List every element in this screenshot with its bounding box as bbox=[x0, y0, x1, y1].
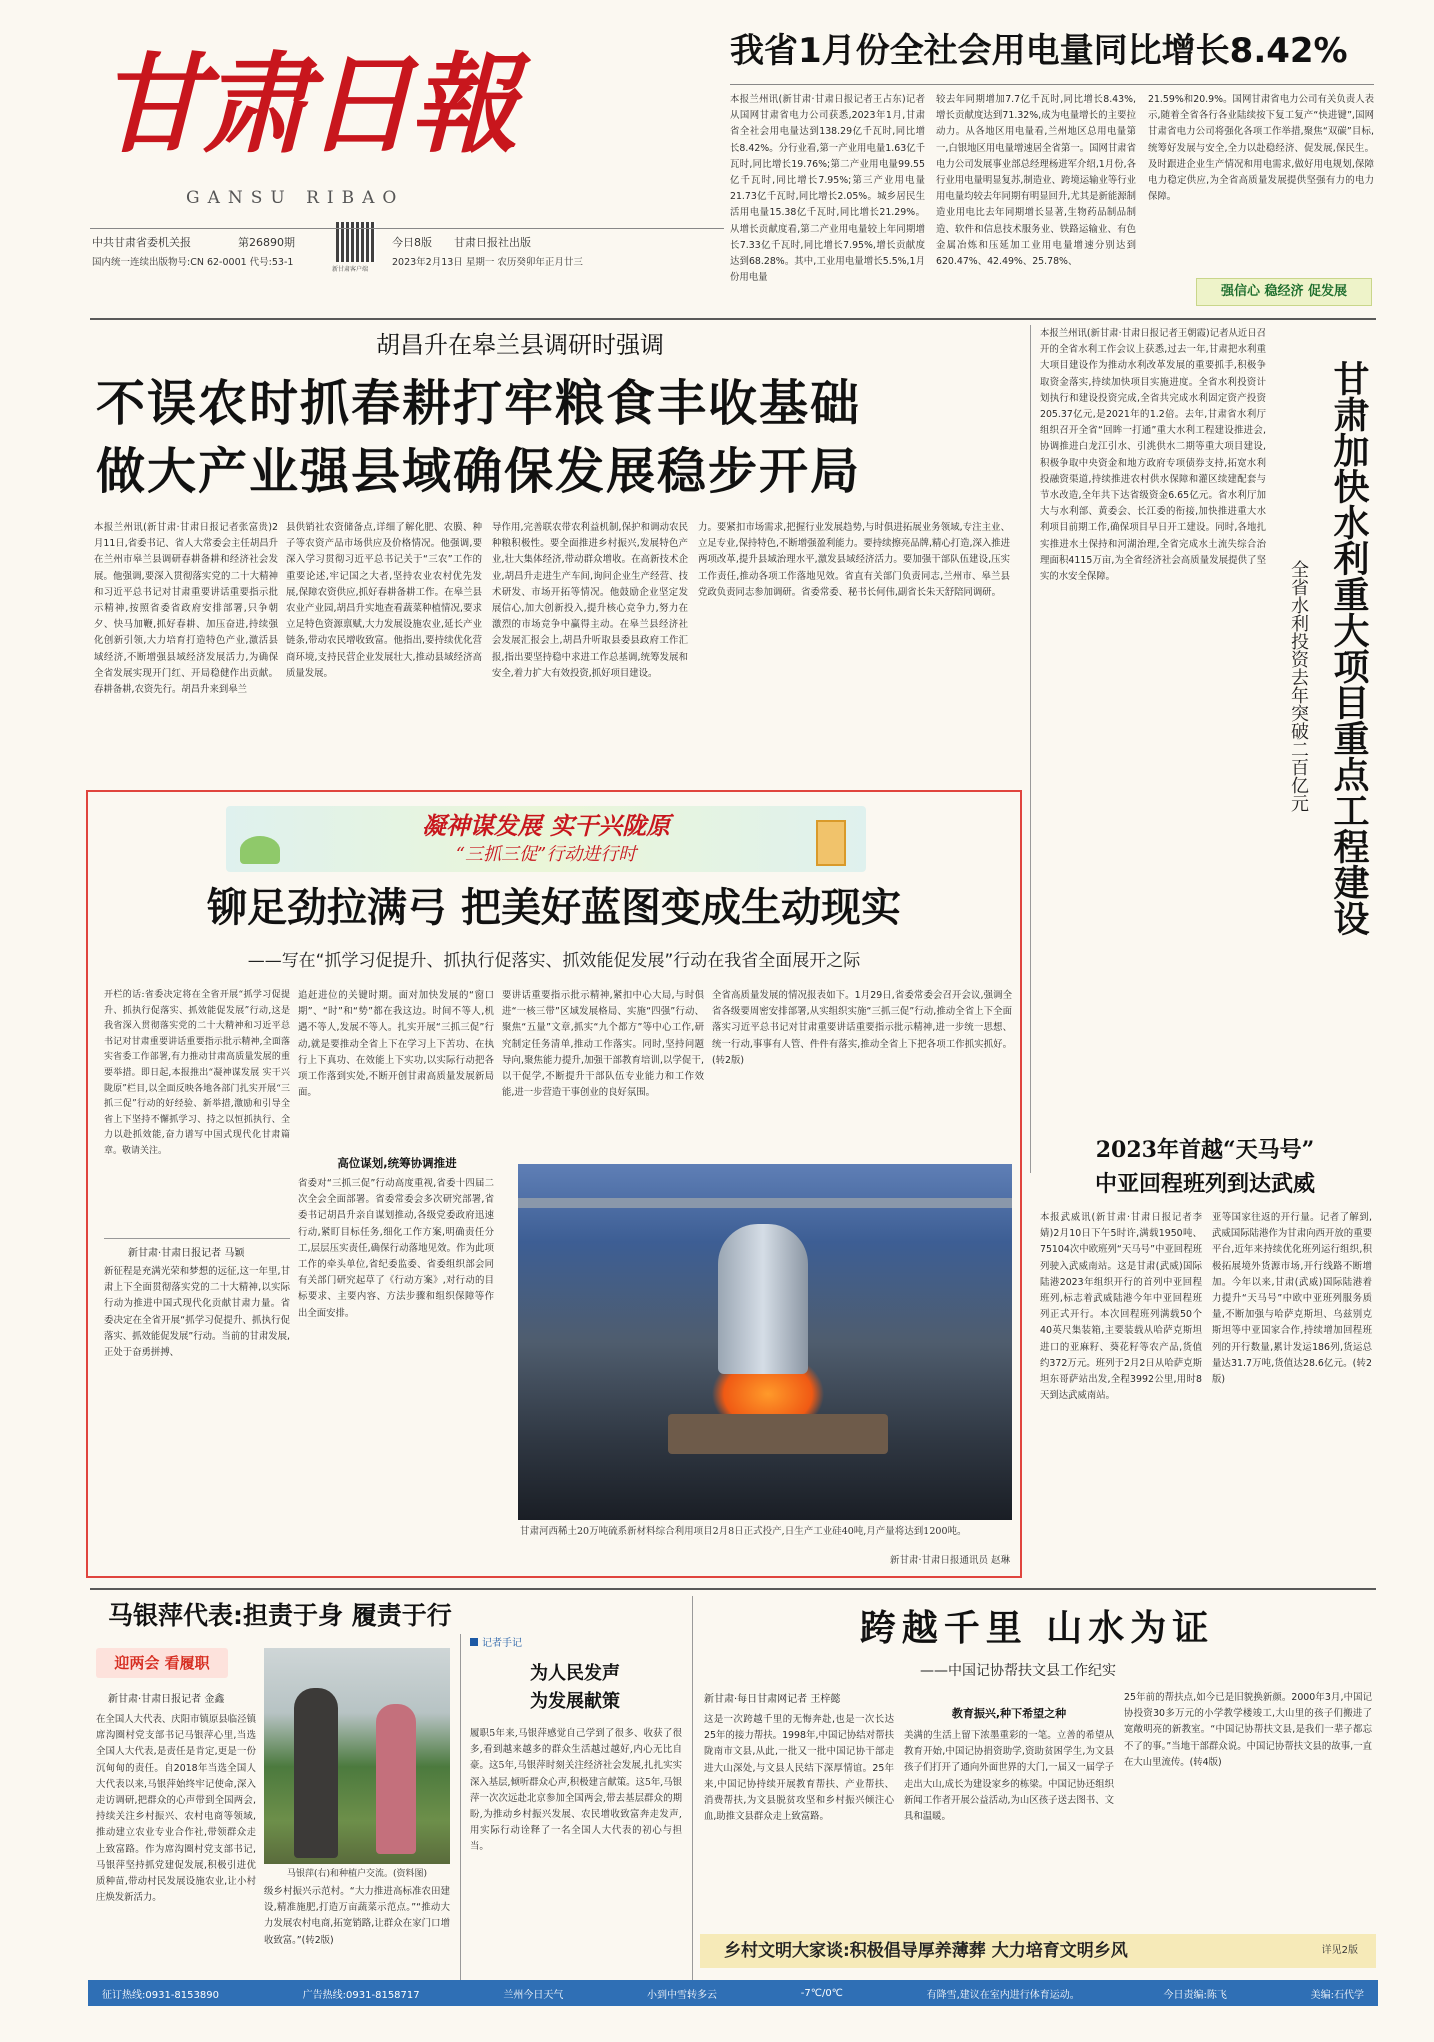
cja-col-3: 25年前的帮扶点,如今已是旧貌换新颜。2000年3月,中国记协投资30多万元的小学教学楼竣工,大山里的孩子们搬进了宽敞明亮的新教室。“中国记协帮扶文县,是我们一辈子都忘不了的事。”当地干部群众说。中国记协帮扶文县的故事,一直在大山里流传。(转4版) bbox=[1124, 1692, 1372, 1768]
masthead-pinyin: GANSU RIBAO bbox=[186, 188, 405, 208]
masthead-publisher: 甘肃日报社出版 bbox=[454, 236, 531, 249]
footer-weather: 小到中雪转多云 bbox=[647, 1989, 718, 2001]
rep-title[interactable]: 马银萍代表:担责于身 履责于行 bbox=[108, 1601, 452, 1630]
lead-col-2: 县供销社农资储备点,详细了解化肥、农膜、种子等农资产品市场供应及价格情况。他强调,要深入学习贯彻习近平总书记关于“三农”工作的重要论述,牢记国之大者,坚持农业农村优先发展,保障农资供应,抓好春耕备耕工作。在皋兰县农业产业园,胡昌升实地查看蔬菜种植情况,要求立足特色资源禀赋,大力发展设施农业,延长产业链条,带动农民增收致富。他指出,要持续优化营商环境,支持民营企业发展壮大,推动县域经济高质量发展。 bbox=[286, 522, 482, 679]
feature-photo-credit: 新甘肃·甘肃日报通讯员 赵琳 bbox=[889, 1555, 1010, 1566]
top-story-col-1: 本报兰州讯(新甘肃·甘肃日报记者王占东)记者从国网甘肃省电力公司获悉,2023年1月,甘肃省全社会用电量达到138.29亿千瓦时,同比增长8.42%。分行业看,第一产业用电量1.63亿千瓦时,同比增长19.76%;第二产业用电量99.55亿千瓦时,同比增长7.95%;第三产业用电量21.73亿千瓦时,同比增长2.05%。城乡居民生活用电量15.38亿千瓦时,同比增长21.29%。从增长贡献度看,第二产业用电量较上年同期增长7.33亿千瓦时,同比增长7.95%,增长贡献度达到68.28%。其中,工业用电量增长5.5%,1月份用电量 bbox=[730, 94, 925, 284]
cja-col-2a: 美满的生活上留下浓墨重彩的一笔。立善的希望从教育开始,中国记协捐资助学,资助贫困学生,为文县孩子们打开了通向外面世界的大门,一届又一届学子走出大山,成长为建设家乡的栋梁。中国记协还组织新闻工作者开展公益活动,为山区孩子送去图书、文具和温暖。 bbox=[904, 1730, 1114, 1823]
banner-building-icon bbox=[816, 820, 846, 866]
feature-banner-sub: “三抓三促”行动进行时 bbox=[455, 844, 637, 865]
rep-tag bbox=[96, 1648, 228, 1678]
top-story-tag bbox=[1196, 278, 1372, 306]
rep-tag-text: 迎两会 看履职 bbox=[114, 1654, 210, 1672]
essay-column-tag bbox=[470, 1634, 580, 1652]
footer-designer: 美编:石代学 bbox=[1310, 1989, 1364, 2001]
tianma-title-line2[interactable]: 中亚回程班列到达武威 bbox=[1094, 1171, 1315, 1197]
culture-strip[interactable] bbox=[700, 1934, 1376, 1968]
rep-byline: 新甘肃·甘肃日报记者 金鑫 bbox=[108, 1694, 225, 1705]
furnace-icon bbox=[718, 1224, 808, 1374]
cja-col-1: 这是一次跨越千里的无悔奔赴,也是一次长达25年的接力帮扶。1998年,中国记协结对帮扶陇南市文县,从此,一批又一批中国记协干部走进大山深处,与文县人民结下深厚情谊。25年来,中国记协持续开展教育帮扶、产业帮扶、消费帮扶,为文县脱贫攻坚和乡村振兴倾注心血,助推文县群众走上致富路。 bbox=[704, 1714, 894, 1823]
culture-strip-text: 乡村文明大家谈:积极倡导厚养薄葬 大力培育文明乡风 bbox=[724, 1941, 1128, 1961]
essay-tag-text: 记者手记 bbox=[482, 1638, 522, 1649]
lead-col-4: 力。要紧扣市场需求,把握行业发展趋势,与时俱进拓展业务领域,专注主业、立足专业,保持特色,不断增强盈利能力。要持续擦亮品牌,精心打造,深入推进两项改革,提升县域治理水平,激发县域经济活力。要加强干部队伍建设,压实工作责任,推动各项工作落地见效。省直有关部门负责同志,兰州市、皋兰县党政负责同志参加调研。省委常委、秘书长何伟,副省长朱天舒陪同调研。 bbox=[698, 522, 1010, 598]
rep-photo[interactable] bbox=[264, 1648, 450, 1864]
top-story-col-3: 21.59%和20.9%。国网甘肃省电力公司有关负责人表示,随着全省各行各业陆续按下复工复产“快进键”,国网甘肃省电力公司将强化各项工作举措,聚焦“双碳”目标,统筹好发展与安全,全力以赴稳经济、促发展,保民生。及时跟进企业生产情况和用电需求,做好用电规划,保障电力稳定供应,为全省高质量发展提供坚强有力的电力保障。 bbox=[1148, 94, 1374, 203]
footer-row bbox=[88, 1980, 1378, 2006]
masthead-divider bbox=[90, 228, 724, 229]
footer-advice: 有降雪,建议在室内进行体育运动。 bbox=[926, 1989, 1080, 2001]
feature-editor-note: 开栏的话:省委决定将在全省开展“抓学习促提升、抓执行促落实、抓效能促发展”行动,这是我省深入贯彻落实党的二十大精神和习近平总书记对甘肃重要讲话重要指示批示精神,全面落实省委工作部署,有力推动甘肃高质量发展的重要举措。即日起,本报推出“凝神谋发展 实干兴陇原”栏目,以全面反映各地各部门扎实开展“三抓三促”行动的好经验、新举措,激励和引导全省上下坚持不懈抓学习、持之以恒抓执行、全力以赴抓效能,奋力谱写中国式现代化甘肃篇章。敬请关注。 bbox=[104, 990, 290, 1156]
tianma-title-line1[interactable]: 2023年首越“天马号” bbox=[1095, 1137, 1315, 1163]
feature-title[interactable]: 铆足劲拉满弓 把美好蓝图变成生动现实 bbox=[207, 885, 901, 931]
lead-col-1: 本报兰州讯(新甘肃·甘肃日报记者张富贵)2月11日,省委书记、省人大常委会主任胡昌升在兰州市皋兰县调研春耕备耕和经济社会发展。他强调,要深入贯彻落实党的二十大精神和习近平总书记对甘肃重要讲话重要指示批示精神,按照省委省政府安排部署,只争朝夕、快马加鞭,抓好春耕、加压奋进,持续强化创新引领,大力培育打造特色产业,激活县域经济,不断增强县域经济发展活力,为确保全省发展实现开门红、开局稳健作出贡献。春耕备耕,农资先行。胡昌升来到皋兰 bbox=[94, 522, 278, 696]
cja-subtitle: ——中国记协帮扶文县工作纪实 bbox=[920, 1663, 1116, 1679]
cja-section-head: 教育振兴,种下希望之种 bbox=[951, 1707, 1067, 1720]
essay-title-2[interactable]: 为发展献策 bbox=[530, 1691, 620, 1712]
essay-body: 履职5年来,马银萍感觉自己学到了很多、收获了很多,看到越来越多的群众生活越过越好,内心无比自豪。这5年,马银萍时刻关注经济社会发展,扎扎实实深入基层,倾听群众心声,积极建言献策。这5年,马银萍一次次远赴北京参加全国两会,带去基层群众的期盼,为推动乡村振兴发展、农民增收致富奔走发声,用实际行动诠释了一名全国人大代表的初心与担当。 bbox=[470, 1728, 682, 1853]
lead-title-line2[interactable]: 做大产业强县域确保发展稳步开局 bbox=[96, 443, 862, 500]
side-subtitle: 全省水利投资去年突破二百亿元 bbox=[1288, 560, 1309, 812]
side-body: 本报兰州讯(新甘肃·甘肃日报记者王朝霞)记者从近日召开的全省水利工作会议上获悉,过去一年,甘肃把水利重大项目建设作为推动水利改革发展的重要抓手,积极争取资金落实,持续加快项目实施进度。全省水利投资计划执行和建设投资完成,全省共完成水利固定资产投资205.37亿元,是2021年的1.2倍。去年,甘肃省水利厅组织召开全省“回眸一打通”重大水利工程建设推进会,协调推进白龙江引水、引洮供水二期等重大项目建设,积极争取中央资金和地方政府专项债券支持,拓宽水利投融资渠道,持续推进农村供水保障和灌区续建配套与节水改造,全年共下达省级资金6.65亿元。省水利厅加大与水利部、黄委会、长江委的衔接,加快推进重大水利项目前期工作,确保项目早日开工建设。同时,各地扎实推进水土保持和河湖治理,全省完成水土流失综合治理面积4115万亩,为全省经济社会高质量发展提供了坚实的水安全保障。 bbox=[1040, 328, 1266, 583]
footer-temp: -7℃/0℃ bbox=[800, 1987, 843, 1999]
lead-title-line1[interactable]: 不误农时抓春耕打牢粮食丰收基础 bbox=[96, 375, 862, 432]
qr-note: 新甘肃客户端 bbox=[332, 266, 369, 273]
masthead-date: 2023年2月13日 星期一 农历癸卯年正月廿三 bbox=[392, 257, 583, 268]
footer-bar bbox=[88, 1980, 1378, 2006]
feature-col-1: 新征程是充满光荣和梦想的远征,这一年里,甘肃上下全面贯彻落实党的二十大精神,以实际行动为推进中国式现代化贡献甘肃力量。省委决定在全省开展“抓学习促提升、抓执行促落实、抓效能促发展”行动。当前的甘肃发展,正处于奋勇拼搏、 bbox=[104, 1266, 290, 1359]
rep-col-1: 在全国人大代表、庆阳市镇原县临泾镇席沟圈村党支部书记马银萍心里,当选全国人大代表,是责任是肯定,更是一份沉甸甸的责任。自2018年当选全国人大代表以来,马银萍始终牢记使命,深入走访调研,把群众的心声带到全国两会,持续关注乡村振兴、农村电商等领域,推动建立农业专业合作社,带领群众走上致富路。作为席沟圈村党支部书记,马银萍坚持抓党建促发展,积极引进优质种苗,带动村民发展设施农业,让小村庄焕发新活力。 bbox=[96, 1714, 256, 1904]
lead-col-3: 导作用,完善联农带农利益机制,保护和调动农民种粮积极性。要全面推进乡村振兴,发展特色产业,壮大集体经济,带动群众增收。在高新技术企业,胡昌升走进生产车间,询问企业生产经营、技术研发、市场开拓等情况。他鼓励企业坚定发展信心,加大创新投入,提升核心竞争力,努力在激烈的市场竞争中赢得主动。在皋兰县经济社会发展汇报会上,胡昌升听取县委县政府工作汇报,指出要坚持稳中求进工作总基调,统筹发展和安全,着力扩大有效投资,抓好项目建设。 bbox=[492, 522, 688, 679]
footer-weather-label: 兰州今日天气 bbox=[503, 1989, 564, 2001]
rep-photo-caption: 马银萍(右)和种植户交流。(资料图) bbox=[286, 1869, 428, 1879]
rep-col-2: 级乡村振兴示范村。“大力推进高标准农田建设,精准施肥,打造万亩蔬菜示范点。”“推动大力发展农村电商,拓宽销路,让群众在家门口增收致富。”(转2版) bbox=[264, 1886, 450, 1946]
footer-subscribe: 征订热线:0931-8153890 bbox=[102, 1989, 219, 2001]
cja-byline: 新甘肃·每日甘肃网记者 王梓懿 bbox=[704, 1694, 841, 1705]
masthead-cn-number: 国内统一连续出版物号:CN 62-0001 代号:53-1 bbox=[92, 257, 294, 268]
top-story-title[interactable]: 我省1月份全社会用电量同比增长8.42% bbox=[730, 31, 1348, 71]
cja-title[interactable]: 跨越千里 山水为证 bbox=[859, 1608, 1215, 1649]
footer-editor: 今日责编:陈飞 bbox=[1163, 1989, 1227, 2001]
feature-byline: 新甘肃·甘肃日报记者 马颖 bbox=[128, 1248, 245, 1259]
feature-subtitle: ——写在“抓学习促提升、抓执行促落实、抓效能促发展”行动在我省全面展开之际 bbox=[247, 951, 861, 971]
masthead-logo: 甘肃日報 bbox=[98, 42, 515, 168]
feature-section-head: 高位谋划,统筹协调推进 bbox=[337, 1156, 457, 1170]
feature-photo[interactable] bbox=[518, 1164, 1012, 1520]
crane-beam-icon bbox=[518, 1198, 1012, 1208]
essay-title-1[interactable]: 为人民发声 bbox=[530, 1663, 620, 1684]
person-right-icon bbox=[376, 1704, 416, 1854]
feature-banner-title: 凝神谋发展 实干兴陇原 bbox=[421, 811, 671, 840]
tianma-col-2: 亚等国家往返的开行量。记者了解到,武威国际陆港作为甘肃向西开放的重要平台,近年来持续优化班列运行组织,积极拓展境外货源市场,开行线路不断增加。今年以来,甘肃(武威)国际陆港着力提升“天马号”中欧中亚班列服务质量,不断加强与哈萨克斯坦、乌兹别克斯坦等中亚国家合作,持续增加回程班列的开行数量,累计发运186列,货运总量达31.7万吨,货值达28.6亿元。(转2版) bbox=[1212, 1212, 1372, 1386]
feature-col-4: 全省高质量发展的情况报表如下。1月29日,省委常委会召开会议,强调全省各级要周密安排部署,从实组织实施“三抓三促”行动,推动全省上下全面落实习近平总书记对甘肃重要讲话重要指示批示精神,进一步统一思想、统一行动,事事有人管、件件有落实,推动全省上下把各项工作抓实抓好。(转2版) bbox=[712, 990, 1012, 1066]
masthead-party: 中共甘肃省委机关报 bbox=[92, 236, 191, 249]
tianma-col-1: 本报武威讯(新甘肃·甘肃日报记者李婧)2月10日下午5时许,满载1950吨、75104次中欧班列“天马号”中亚回程班列驶入武威南站。这是甘肃(武威)国际陆港2023年组织开行的首列中亚回程班列,标志着武威陆港今年中亚回程班列正式开行。本次回程班列满载50个40英尺集装箱,主要装载从哈萨克斯坦进口的亚麻籽、葵花籽等农产品,货值约372万元。班列于2月2日从哈萨克斯坦东哥萨站出发,全程3992公里,用时8天到达武威南站。 bbox=[1040, 1212, 1202, 1402]
essay-tag-square-icon bbox=[470, 1638, 478, 1646]
feature-col-3: 要讲话重要指示批示精神,紧扣中心大局,与时俱进“一核三带”区域发展格局、实施“四强”行动、聚焦“五量”文章,抓实“九个都方”等中心工作,研究制定任务清单,推动工作落实。同时,坚持问题导向,聚焦能力提升,加强干部教育培训,以学促干,以干促学,不断提升干部队伍专业能力和工作效能,进一步营造干事创业的良好氛围。 bbox=[502, 990, 704, 1099]
feature-banner bbox=[226, 806, 866, 872]
culture-strip-note: 详见2版 bbox=[1321, 1945, 1358, 1956]
feature-col-2b: 省委对“三抓三促”行动高度重视,省委十四届二次全会全面部署。省委常委会多次研究部署,省委书记胡昌升亲自谋划推动,各级党委政府迅速行动,紧盯目标任务,细化工作方案,明确责任分工,层层压实责任,确保行动落地见效。作为此项工作的牵头单位,省纪委监委、省委组织部会同有关部门研究起草了《行动方案》,对行动的目标要求、主要内容、方法步骤和组织保障等作出全面安排。 bbox=[298, 1178, 494, 1319]
lead-kicker: 胡昌升在皋兰县调研时强调 bbox=[376, 331, 664, 359]
top-story-tag-text: 强信心 稳经济 促发展 bbox=[1220, 284, 1348, 299]
feature-photo-caption: 甘肃河西稀土20万吨硫系新材料综合利用项目2月8日正式投产,日生产工业硅40吨,月产量将达到1200吨。 bbox=[520, 1526, 967, 1537]
masthead-issue: 第26890期 bbox=[238, 236, 295, 249]
side-title[interactable]: 甘肃加快水利重大项目重点工程建设 bbox=[1328, 360, 1369, 936]
feature-col-2a: 追赶进位的关键时期。面对加快发展的“窗口期”、“时”和“势”都在我这边。时间不等人,机遇不等人,发展不等人。扎实开展“三抓三促”行动,就是要推动全省上下在学习上下苦功、在执行上下真功、在效能上下实功,以实际行动把各项工作落到实处,不断开创甘肃高质量发展新局面。 bbox=[298, 990, 494, 1099]
masthead-today: 今日8版 bbox=[392, 236, 432, 249]
top-story-col-2: 较去年同期增加7.7亿千瓦时,同比增长8.43%,增长贡献度达到71.32%,成为电量增长的主要拉动力。从各地区用电量看,兰州地区总用电量第一,白银地区用电量增速居全省第一。国网甘肃省电力公司发展事业部总经理杨进军介绍,1月份,各行业用电量明显复苏,制造业、跨境运输业等行业用电量均较去年同期有明显回升,尤其是新能源制造业用电比去年同期增长显著,生物药品制品制造、软件和信息技术服务业、铁路运输业、有色金属冶炼和压延加工业用电量增速分别达到620.47%、42.49%、25.78%、 bbox=[936, 94, 1136, 268]
cart-icon bbox=[668, 1414, 888, 1454]
person-left-icon bbox=[294, 1688, 338, 1858]
banner-bush-icon bbox=[240, 836, 280, 864]
footer-ads: 广告热线:0931-8158717 bbox=[302, 1989, 420, 2001]
